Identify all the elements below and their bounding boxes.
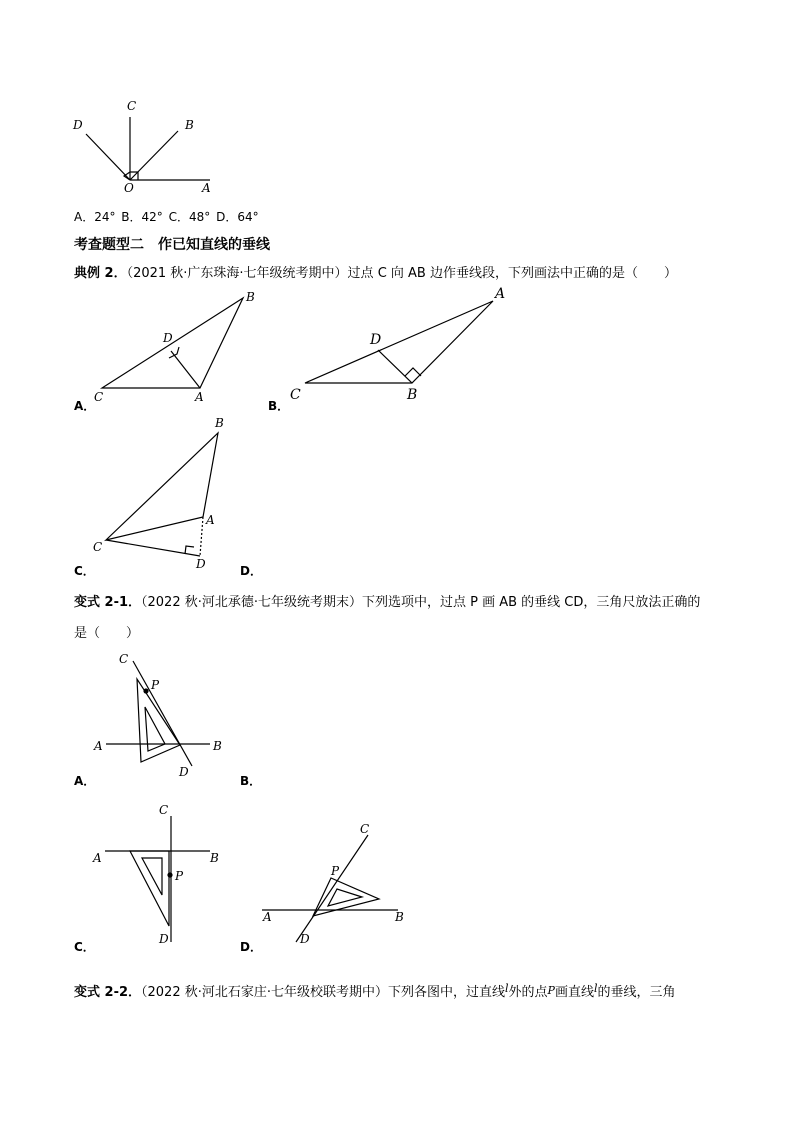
label-a: A <box>202 181 211 195</box>
variant22-text-d: 的垂线，三角 <box>597 985 676 1000</box>
variant22-prefix: 变式 2-2． <box>74 985 142 1000</box>
variant22-text-a: （2022 秋·河北石家庄·七年级校联考期中）下列各图中，过直线 <box>141 985 505 1000</box>
v21C-label-p: P <box>175 869 184 883</box>
v21D-label-p: P <box>331 864 340 878</box>
variant21-option-c: C． <box>74 940 95 954</box>
example2-option-b: B． <box>268 399 290 413</box>
v21C-label-b: B <box>210 851 219 865</box>
variant21-option-a: A． <box>74 774 96 788</box>
v21D-label-c: C <box>360 822 370 836</box>
variant22-text-b: 外的点 <box>508 985 548 1000</box>
v21C-label-d: D <box>159 932 169 946</box>
variant22-line-l: l <box>505 982 509 995</box>
example2-option-c: C． <box>74 564 95 578</box>
figB-label-a: A <box>495 286 506 302</box>
figB-label-c: C <box>290 387 301 403</box>
figC-label-a: A <box>206 513 215 527</box>
variant22-text-c: 画直线 <box>554 985 594 1000</box>
v21A-label-p: P <box>151 678 160 692</box>
v21A-label-a: A <box>94 739 103 753</box>
variant21-question-line2: 是（ ） <box>74 626 140 641</box>
label-o: O <box>124 181 134 195</box>
v21D-label-b: B <box>395 910 404 924</box>
v21C-label-c: C <box>159 803 169 817</box>
variant22-line-l2: l <box>593 982 598 995</box>
example2-option-a: A． <box>74 399 96 413</box>
figA-label-d: D <box>163 331 173 345</box>
label-d: D <box>73 118 83 132</box>
figA-label-b: B <box>246 290 255 304</box>
variant22-point-p: P <box>547 984 555 997</box>
v21C-label-a: A <box>93 851 102 865</box>
label-c: C <box>127 99 137 113</box>
figC-label-b: B <box>215 416 224 430</box>
figB-label-b: B <box>407 387 418 403</box>
variant22-question <box>74 981 676 1000</box>
section-heading: 考查题型二 作已知直线的垂线 <box>74 237 270 253</box>
example2-option-d: D． <box>240 564 262 578</box>
v21D-label-a: A <box>263 910 272 924</box>
figB-label-d: D <box>370 332 382 348</box>
figC-label-c: C <box>93 540 103 554</box>
v21A-label-c: C <box>119 652 129 666</box>
v21A-label-d: D <box>179 765 189 779</box>
figA-label-c: C <box>94 390 104 404</box>
label-b: B <box>185 118 194 132</box>
variant21-prefix: 变式 2-1． <box>74 595 142 610</box>
v21A-label-b: B <box>213 739 222 753</box>
example2-prefix: 典例 2． <box>74 266 127 281</box>
example2-text: （2021 秋·广东珠海·七年级统考期中）过点 C 向 AB 边作垂线段，下列画法中正确的是（ ） <box>126 266 677 281</box>
figC-label-d: D <box>196 557 206 571</box>
variant21-option-b: B． <box>240 774 262 788</box>
variant21-option-d: D． <box>240 940 262 954</box>
variant21-text: （2022 秋·河北承德·七年级统考期末）下列选项中，过点 P 画 AB 的垂线 CD，三角尺放法正确的 <box>141 595 701 610</box>
q1-options: A．24° B．42° C．48° D．64° <box>74 210 259 224</box>
figA-label-a: A <box>195 390 204 404</box>
v21D-label-d: D <box>300 932 310 946</box>
